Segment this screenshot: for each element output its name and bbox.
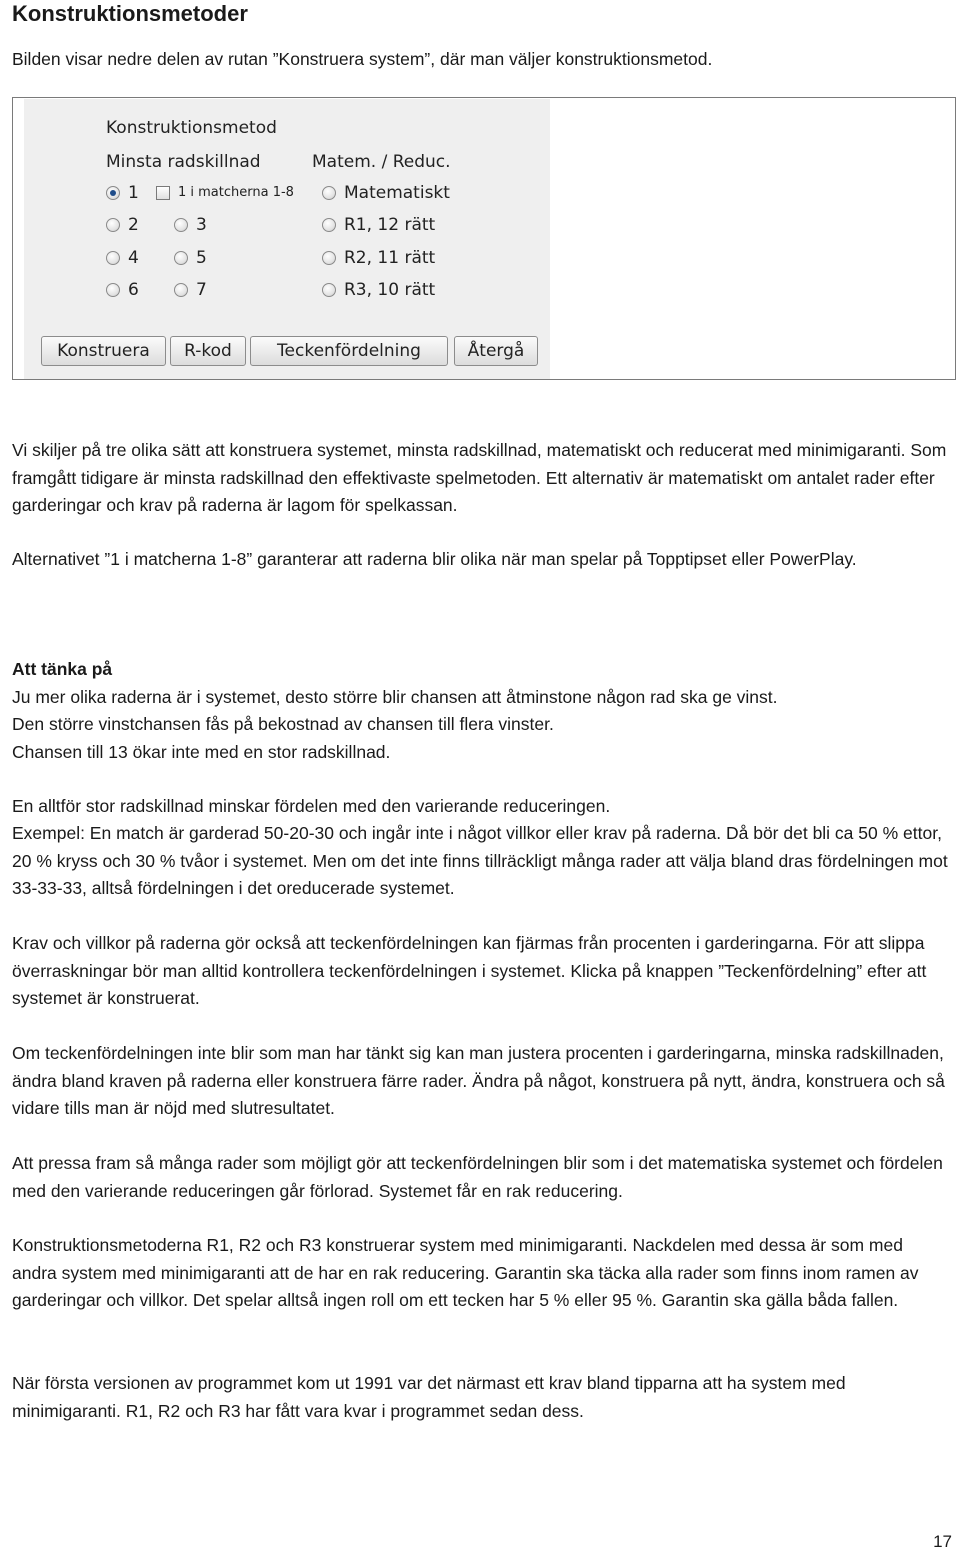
- think-heading: Att tänka på: [12, 659, 113, 679]
- r-kod-button[interactable]: R-kod: [170, 336, 246, 366]
- radio-option-4[interactable]: 4: [106, 248, 139, 268]
- radio-icon: [322, 186, 336, 200]
- radio-icon: [174, 283, 188, 297]
- radio-r2[interactable]: R2, 11 rätt: [322, 248, 435, 268]
- radio-icon: [106, 251, 120, 265]
- construction-method-dialog: [24, 99, 550, 379]
- radio-checked-icon: [106, 186, 120, 200]
- paragraph-think-3: Chansen till 13 ökar inte med en stor radskillnad.: [12, 742, 391, 762]
- paragraph-minimigaranti: Konstruktionsmetoderna R1, R2 och R3 konstruerar system med minimigaranti. Nackdelen med dessa är som med andra system med minimigaranti att de har en rak reducering. Garantin ska täcka alla rader som finns inom ramen av garderingar och villkor. Det spelar alltså ingen roll om ett tecken har 5 % eller 95 %. Garantin ska gälla båda fallen.: [12, 1235, 919, 1310]
- paragraph-history: När första versionen av programmet kom ut 1991 var det närmast ett krav bland tipparna att ha system med minimigaranti. R1, R2 och R3 har fått vara kvar i programmet sedan dess.: [12, 1373, 846, 1421]
- paragraph-adjust: Om teckenfördelningen inte blir som man har tänkt sig kan man justera procenten i garderingarna, minska radskillnaden, ändra bland kraven på raderna eller konstruera färre rader. Ändra på något, konstruera på nytt, ändra, konstruera och så vidare tills man är nöjd med slutresultatet.: [12, 1043, 945, 1118]
- paragraph-requirements: Krav och villkor på raderna gör också att teckenfördelningen kan fjärmas från procenten i garderingarna. För att slippa överraskningar bör man alltid kontrollera teckenfördelningen i systemet. Klicka på knappen ”Teckenfördelning” efter att systemet är konstruerat.: [12, 933, 927, 1008]
- radio-r1[interactable]: R1, 12 rätt: [322, 215, 435, 235]
- paragraph-press: Att pressa fram så många rader som möjligt gör att teckenfördelningen blir som i det matematiska systemet och fördelen med den varierande reduceringen går förlorad. Systemet får en rak reducering.: [12, 1153, 943, 1201]
- radio-option-6[interactable]: 6: [106, 280, 139, 300]
- checkbox-icon: [156, 186, 170, 200]
- screenshot-figure: [12, 97, 956, 380]
- paragraph-methods: Vi skiljer på tre olika sätt att konstruera systemet, minsta radskillnad, matematiskt och reducerat med minimigaranti. Som framgått tidigare är minsta radskillnad den effektivaste spelmetoden. Ett alternativ är matematiskt om antalet rader efter garderingar och krav på raderna är lagom för spelkassan.: [12, 440, 947, 515]
- intro-text: Bilden visar nedre delen av rutan ”Konstruera system”, där man väljer konstruktionsmetod.: [12, 49, 713, 69]
- radio-icon: [106, 283, 120, 297]
- radio-option-5[interactable]: 5: [174, 248, 207, 268]
- paragraph-think-2: Den större vinstchansen fås på bekostnad av chansen till flera vinster.: [12, 714, 554, 734]
- min-row-diff-header: Minsta radskillnad: [106, 152, 261, 172]
- teckenfordelning-button[interactable]: Teckenfördelning: [250, 336, 448, 366]
- radio-r3[interactable]: R3, 10 rätt: [322, 280, 435, 300]
- radio-icon: [322, 218, 336, 232]
- radio-icon: [106, 218, 120, 232]
- radio-icon: [174, 218, 188, 232]
- radio-option-3[interactable]: 3: [174, 215, 207, 235]
- math-reduc-header: Matem. / Reduc.: [312, 152, 451, 172]
- radio-icon: [322, 283, 336, 297]
- radio-option-7[interactable]: 7: [174, 280, 207, 300]
- radio-option-1[interactable]: 1: [106, 183, 139, 203]
- paragraph-alternative: Alternativet ”1 i matcherna 1-8” garanterar att raderna blir olika när man spelar på Topptipset eller PowerPlay.: [12, 549, 857, 569]
- radio-icon: [322, 251, 336, 265]
- paragraph-think-1: Ju mer olika raderna är i systemet, desto större blir chansen att åtminstone någon rad ska ge vinst.: [12, 687, 778, 707]
- aterga-button[interactable]: Återgå: [454, 336, 538, 366]
- dialog-title: Konstruktionsmetod: [106, 118, 277, 138]
- konstruera-button[interactable]: Konstruera: [41, 336, 166, 366]
- matches-1-8-checkbox[interactable]: 1 i matcherna 1-8: [156, 183, 294, 203]
- paragraph-example: Exempel: En match är garderad 50-20-30 och ingår inte i något villkor eller krav på raderna. Då bör det bli ca 50 % ettor, 20 % kryss och 30 % tvåor i systemet. Men om det inte finns tillräckligt många rader att välja bland dras fördelningen mot 33-33-33, alltså fördelningen i det oreducerade systemet.: [12, 823, 948, 898]
- radio-option-2[interactable]: 2: [106, 215, 139, 235]
- paragraph-reduction: En alltför stor radskillnad minskar fördelen med den varierande reduceringen.: [12, 796, 611, 816]
- page-heading: Konstruktionsmetoder: [12, 1, 248, 26]
- radio-matematiskt[interactable]: Matematiskt: [322, 183, 450, 203]
- page-number: 17: [933, 1532, 952, 1551]
- radio-icon: [174, 251, 188, 265]
